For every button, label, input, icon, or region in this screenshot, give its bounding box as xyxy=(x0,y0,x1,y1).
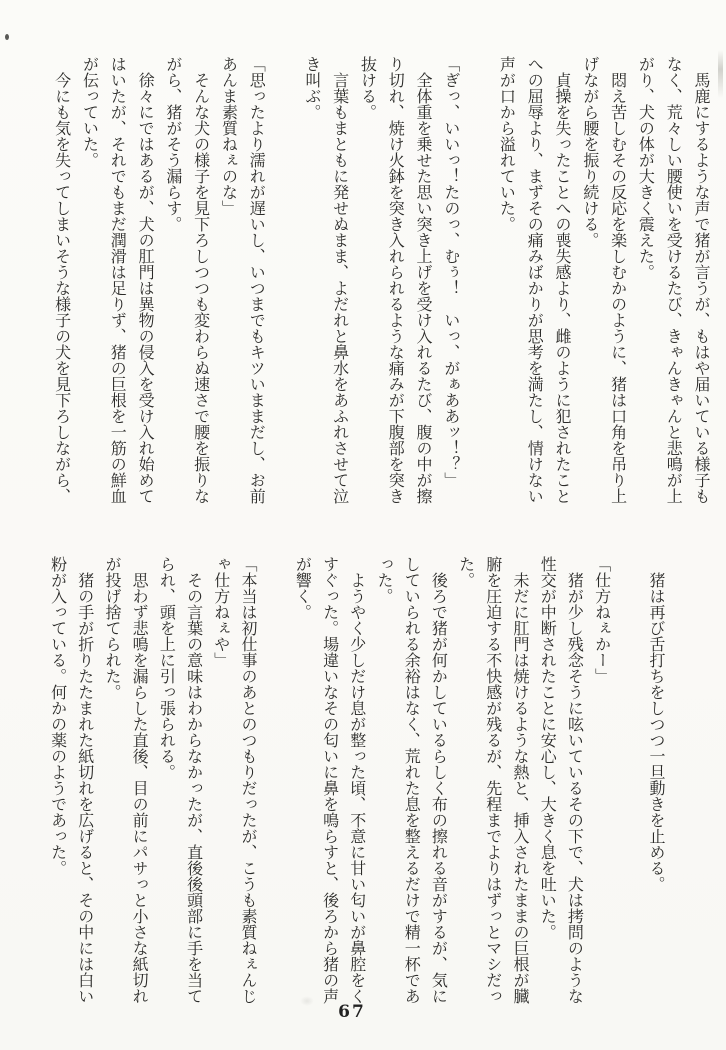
dialogue-paragraph: 「本当は初仕事のあとのつもりだったが、こうも素質ねぇんじゃ仕方ねぇや」 xyxy=(211,556,258,1004)
narration-paragraph: 全体重を乗せた思い突き上げを受け入れるたび、腹の中が擦り切れ、焼け火鉢を突き入れられるような痛みが下腹部を突き抜ける。 xyxy=(358,56,434,504)
narration-paragraph: 猪の手が折りたたまれた紙切れを広げると、その中には白い粉が入っている。何かの薬のようであった。 xyxy=(48,556,95,1004)
narration-paragraph: 馬鹿にするような声で猪が言うが、もはや届いている様子もなく、荒々しい腰使いを受けるたび、きゃんきゃんと悲鳴が上がり、犬の体が大きく震えた。 xyxy=(636,56,711,504)
text-block-top xyxy=(48,56,715,508)
narration-paragraph: ようやく少しだけ息が整った頃、不意に甘い匂いが鼻腔をくすぐった。場違いなその匂いに鼻を鳴らすと、後ろから猪の声が響く。 xyxy=(293,556,367,1004)
narration-paragraph: 今にも気を失ってしまいそうな様子の犬を見下ろしながら、 xyxy=(52,72,72,504)
narration-paragraph: 猪が少し残念そうに呟いているその下で、犬は拷問のような性交が中断されたことに安心し、大きく息を吐いた。 xyxy=(538,556,585,1004)
narration-paragraph: 貞操を失ったことへの喪失感より、雌のように犯されたことへの屈辱より、まずその痛みばかりが思考を満たし、情けない声が口から溢れていた。 xyxy=(497,56,573,504)
narration-paragraph: 徐々にではあるが、犬の肛門は異物の侵入を受け入れ始めてはいたが、それでもまだ潤滑は足りず、猪の巨根を一筋の鮮血が伝っていた。 xyxy=(80,56,156,504)
scan-speck xyxy=(5,34,9,40)
scan-streak xyxy=(718,50,723,98)
narration-paragraph: その言葉の意味はわからなかったが、直後後頭部に手を当てられ、頭を上に引っ張られる。 xyxy=(157,556,204,1004)
text-block-bottom xyxy=(44,556,670,1008)
narration-paragraph: 言葉もまともに発せぬまま、よだれと鼻水をあふれさせて泣き叫ぶ。 xyxy=(302,56,350,504)
dialogue-paragraph: 「ぎっ、いいっ！たのっ、むぅ！ いっ、がぁああッ！？」 xyxy=(441,56,461,488)
dialogue-paragraph: 「思ったより濡れが遅いし、いつまでもキツいままだし、お前あんま素質ねぇのな」 xyxy=(219,56,267,504)
narration-paragraph: 思わず悲鳴を漏らした直後、目の前にパサっと小さな紙切れが投げ捨てられた。 xyxy=(102,556,150,1004)
dialogue-paragraph: 「仕方ねぇかー」 xyxy=(592,556,612,684)
narration-paragraph: そんな犬の様子を見下ろしつつも変わらぬ速さで腰を振りながら、猪がそう漏らす。 xyxy=(163,56,211,504)
narration-paragraph: 未だに肛門は焼けるような熱と、挿入されたままの巨根が臓腑を圧迫する不快感が残るが、先程までよりはずっとマシだった。 xyxy=(456,556,530,1004)
page-number: 67 xyxy=(338,1002,366,1022)
narration-paragraph: 猪は再び舌打ちをしつつ一旦動きを止める。 xyxy=(647,572,666,892)
narration-paragraph: 後ろで猪が何かしているらしく布の擦れる音がするが、気にしていられる余裕はなく、荒れた息を整えるだけで精一杯であった。 xyxy=(374,556,449,1004)
narration-paragraph: 悶え苦しむその反応を楽しむかのように、猪は口角を吊り上げながら腰を振り続ける。 xyxy=(580,56,628,504)
